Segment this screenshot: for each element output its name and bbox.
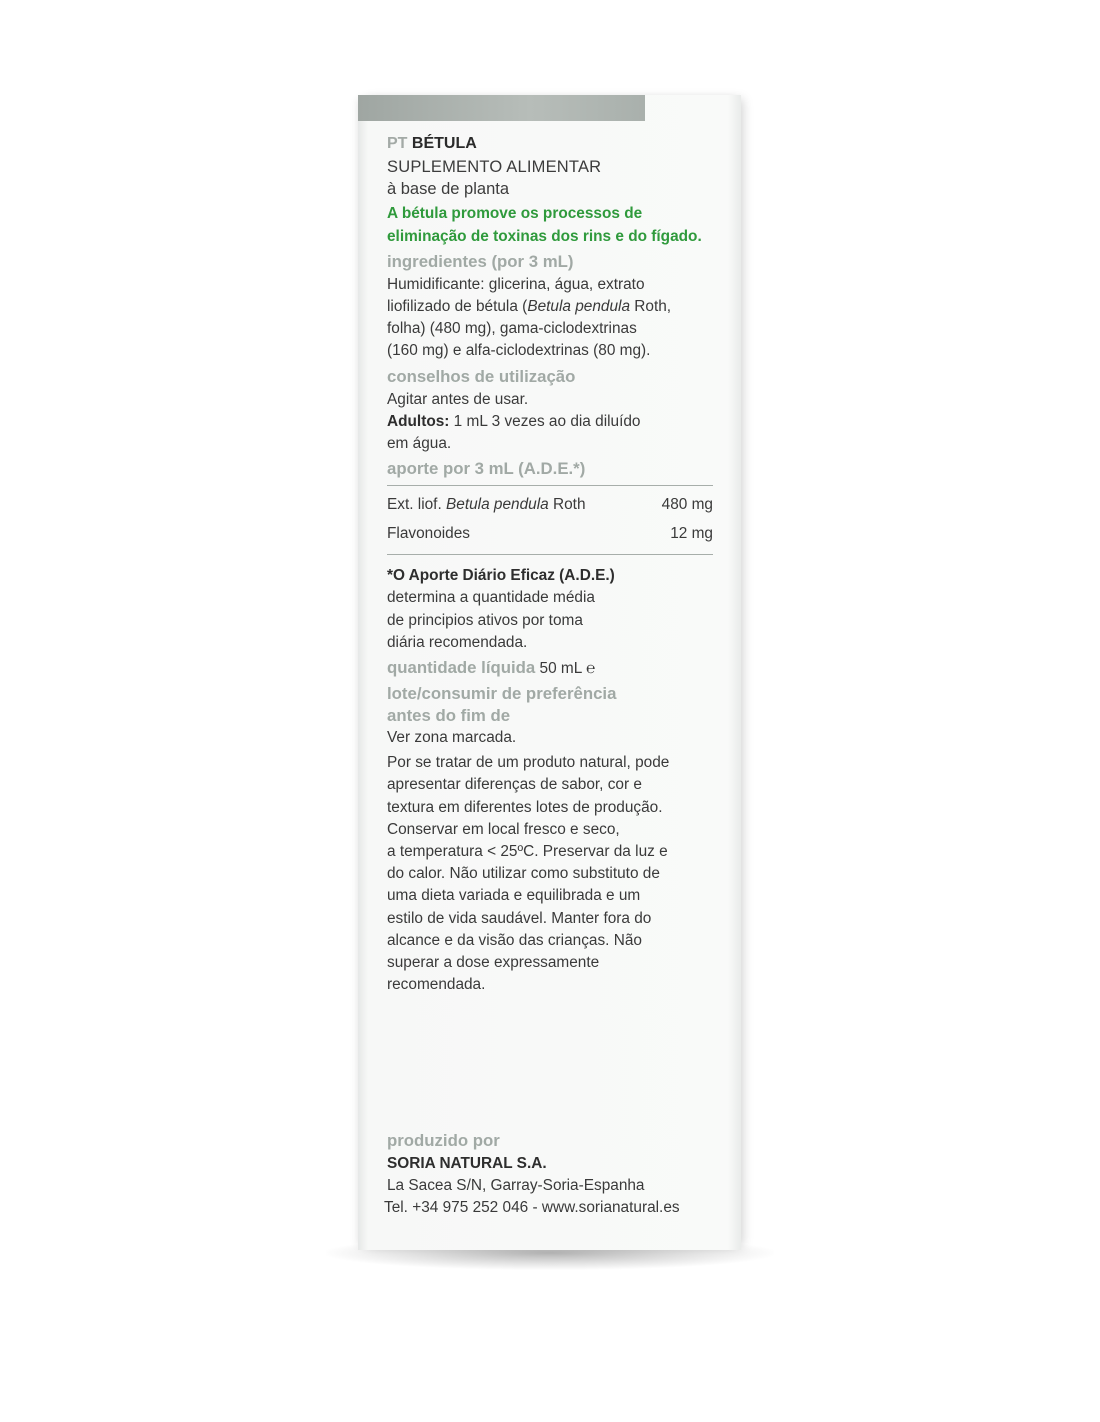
usage-line1: Agitar antes de usar. xyxy=(387,390,529,408)
batch-heading-line1: lote/consumir de preferência xyxy=(387,684,617,704)
net-quantity xyxy=(387,656,714,681)
warning-line: Por se tratar de um produto natural, pode xyxy=(387,754,670,772)
table-cell-name xyxy=(387,490,586,519)
usage-line2 xyxy=(387,411,714,433)
warning-line: do calor. Não utilizar como substituto de xyxy=(387,865,660,883)
adults-label: Adultos: xyxy=(387,412,450,430)
language-code: PT xyxy=(387,135,408,152)
ingredients-line2 xyxy=(387,296,714,318)
net-quantity-heading: quantidade líquida xyxy=(387,658,536,678)
producer-heading: produzido por xyxy=(387,1131,500,1150)
warning-line: estilo de vida saudável. Manter fora do xyxy=(387,909,652,927)
ingredients-text: liofilizado de bétula ( xyxy=(387,298,528,316)
cell-text: Roth xyxy=(548,496,586,514)
product-type: SUPLEMENTO ALIMENTAR xyxy=(387,158,602,176)
ingredients-line3: folha) (480 mg), gama-ciclodextrinas xyxy=(387,320,637,338)
supply-heading: aporte por 3 mL (A.D.E.*) xyxy=(387,459,586,479)
warning-line: superar a dose expressamente xyxy=(387,954,600,972)
net-quantity-value: 50 mL ℮ xyxy=(535,660,596,678)
health-claim-line1: A bétula promove os processos de xyxy=(387,205,643,223)
ingredients-heading: ingredientes (por 3 mL) xyxy=(387,251,574,271)
top-color-band xyxy=(358,95,645,121)
usage-dose: 1 mL 3 vezes ao dia diluído xyxy=(449,412,641,430)
table-cell-value: 480 mg xyxy=(661,496,713,514)
usage-heading: conselhos de utilização xyxy=(387,366,576,386)
ade-note-line4: diária recomendada. xyxy=(387,633,528,651)
product-type-sub: à base de planta xyxy=(387,180,510,199)
label-text-block xyxy=(387,132,714,996)
ade-note-line2: determina a quantidade média xyxy=(387,589,595,607)
warning-line: uma dieta variada e equilibrada e um xyxy=(387,887,641,905)
table-cell-value: 12 mg xyxy=(670,525,713,543)
warning-line: alcance e da visão das crianças. Não xyxy=(387,931,642,949)
ingredients-text: Roth, xyxy=(630,298,672,316)
warning-line: recomendada. xyxy=(387,976,486,994)
table-row xyxy=(387,519,713,548)
product-title xyxy=(387,132,714,156)
warning-line: apresentar diferenças de sabor, cor e xyxy=(387,776,642,794)
warning-line: Conservar em local fresco e seco, xyxy=(387,820,620,838)
batch-heading-line2: antes do fim de xyxy=(387,706,511,726)
product-name: BÉTULA xyxy=(411,135,477,152)
nutrition-table xyxy=(387,485,713,555)
producer-address: La Sacea S/N, Garray-Soria-Espanha xyxy=(387,1177,645,1194)
warnings-block xyxy=(387,752,714,996)
product-box-side-panel xyxy=(358,95,741,1250)
ingredients-line4: (160 mg) e alfa-ciclodextrinas (80 mg). xyxy=(387,342,651,360)
ade-note-line1: *O Aporte Diário Eficaz (A.D.E.) xyxy=(387,567,615,585)
health-claim-line2: eliminação de toxinas dos rins e do fígado. xyxy=(387,227,702,245)
latin-name: Betula pendula xyxy=(527,298,631,316)
warning-line: a temperatura < 25ºC. Preservar da luz e xyxy=(387,843,668,861)
producer-contact: Tel. +34 975 252 046 - www.sorianatural.es xyxy=(384,1199,680,1216)
usage-line3: em água. xyxy=(387,435,452,453)
batch-text: Ver zona marcada. xyxy=(387,729,517,747)
ade-note-line3: de principios ativos por toma xyxy=(387,611,583,629)
producer-name: SORIA NATURAL S.A. xyxy=(387,1155,547,1172)
ingredients-line1: Humidificante: glicerina, água, extrato xyxy=(387,275,645,293)
producer-block xyxy=(384,1127,727,1219)
latin-name: Betula pendula xyxy=(446,496,549,514)
warning-line: textura em diferentes lotes de produção. xyxy=(387,798,663,816)
table-row xyxy=(387,490,713,519)
table-cell-name: Flavonoides xyxy=(387,525,470,543)
cell-text: Ext. liof. xyxy=(387,496,447,514)
